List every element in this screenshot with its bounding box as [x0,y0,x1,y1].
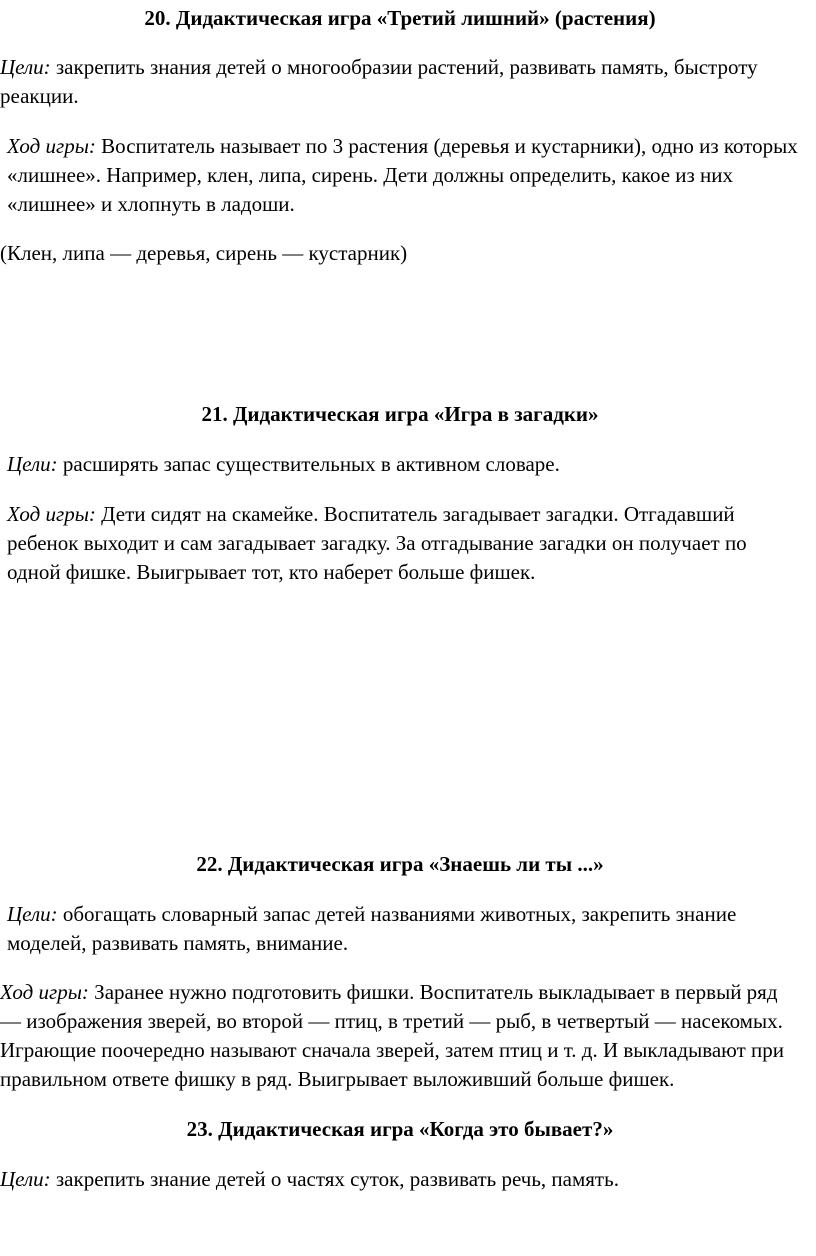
goal-text: закрепить знание детей о частях суток, развивать речь, память. [50,1167,619,1191]
game-20-section [0,4,800,268]
game-20-title: 20. Дидактическая игра «Третий лишний» (растения) [144,6,656,30]
goal-label: Цели: [7,452,58,476]
goal-label: Цели: [0,55,51,79]
game-21-goal [0,450,800,479]
course-text: Дети сидят на скамейке. Воспитатель загадывает загадки. Отгадавший ребенок выходит и сам загадывает загадку. За отгадывание загадки он получает по одной фишке. Выигрывает тот, кто наберет больше фишек. [7,502,747,584]
course-text: Заранее нужно подготовить фишки. Воспитатель выкладывает в первый ряд — изображения зверей, во второй — птиц, в третий — рыб, в четвертый — насекомых. Играющие поочередно называют сначала зверей, затем птиц и т. д. И выкладывают при правильном ответе фишку в ряд. Выигрывает выложивший больше фишек. [0,980,784,1091]
game-20-goal [0,53,800,111]
game-23-title: 23. Дидактическая игра «Когда это бывает?» [186,1117,614,1141]
game-22-title: 22. Дидактическая игра «Знаешь ли ты ...» [196,852,604,876]
game-21-course [0,500,800,587]
course-label: Ход игры: [7,502,96,526]
game-20-course [0,132,800,219]
game-22-course [0,978,800,1094]
goal-label: Цели: [0,1167,51,1191]
goal-label: Цели: [7,902,58,926]
course-label: Ход игры: [7,134,96,158]
game-22-section [0,850,800,1194]
game-20-note: (Клен, липа — деревья, сирень — кустарник) [0,241,408,265]
game-21-section [0,400,800,587]
course-label: Ход игры: [0,980,89,1004]
goal-text: расширять запас существительных в активном словаре. [57,452,560,476]
game-23-goal [0,1165,800,1194]
goal-text: закрепить знания детей о многообразии растений, развивать память, быстроту реакции. [0,55,758,108]
game-22-goal [0,900,800,958]
goal-text: обогащать словарный запас детей названиями животных, закрепить знание моделей, развивать память, внимание. [7,902,737,955]
game-21-title: 21. Дидактическая игра «Игра в загадки» [201,402,599,426]
course-text: Воспитатель называет по 3 растения (деревья и кустарники), одно из которых «лишнее». Например, клен, липа, сирень. Дети должны определить, какое из них «лишнее» и хлопнуть в ладоши. [7,134,798,216]
